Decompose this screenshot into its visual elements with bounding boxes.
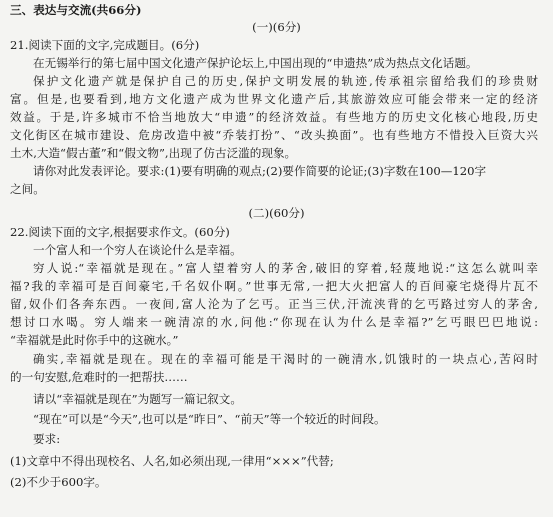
part-two-label: (二)(60分)	[248, 206, 305, 220]
requirements-label: 要求:	[33, 432, 61, 446]
question-21-title: 21.阅读下面的文字,完成题目。(6分)	[10, 38, 200, 52]
story-line: “幸福就是此时你手中的这碗水。”	[10, 333, 179, 347]
passage-line: 富。但是,也要看到,地方文化遗产成为世界文化遗产后,其旅游效应可能会带来一定的经济	[10, 92, 538, 106]
writing-task: 请以“幸福就是现在”为题写一篇记叙文。	[33, 392, 242, 406]
writing-note: “现在”可以是“今天”,也可以是“昨日”、“前天”等一个较近的时间段。	[33, 412, 386, 426]
passage-line: 效益。于是,许多城市不恰当地放大“申遗”的经济效益。有些地方的历史文化核心地段,历史	[10, 110, 538, 124]
story-line: 的一句安慰,危难时的一把帮扶……	[10, 370, 188, 384]
passage-line: 保护文化遗产就是保护自己的历史,保护文明发展的轨迹,传承祖宗留给我们的珍贵财	[33, 74, 538, 88]
passage-line: 在无锡举行的第七届中国文化遗产保护论坛上,中国出现的“申遗热”成为热点文化话题。	[33, 56, 478, 70]
requirement-item: (1)文章中不得出现校名、人名,如必须出现,一律用“×××”代替;	[10, 454, 334, 468]
part-one-label: (一)(6分)	[252, 20, 301, 34]
story-line: 想讨口水喝。穷人端来一碗清凉的水,问他:“你现在认为什么是幸福?”乞丐眼巴巴地说:	[10, 315, 538, 329]
requirement-item: (2)不少于600字。	[10, 475, 107, 489]
story-line: 一个富人和一个穷人在谈论什么是幸福。	[33, 243, 242, 257]
section-heading: 三、表达与交流(共66分)	[10, 3, 142, 17]
story-line: 穷人说:“幸福就是现在。”富人望着穷人的茅舍,破旧的穿着,轻蔑地说:“这怎么就叫幸	[33, 261, 538, 275]
question-22-title: 22.阅读下面的文字,根据要求作文。(60分)	[10, 225, 230, 239]
story-line: 留,奴仆们各奔东西。一夜间,富人沦为了乞丐。正当三伏,汗流浃背的乞丐路过穷人的茅舍,	[10, 297, 538, 311]
passage-line: 文化街区在城市建设、危房改造中被“乔装打扮”、“改头换面”。也有些地方不惜投入巨资大兴	[10, 128, 538, 142]
story-line: 确实,幸福就是现在。现在的幸福可能是干渴时的一碗清水,饥饿时的一块点心,苦闷时	[33, 352, 538, 366]
instruction-line: 请你对此发表评论。要求:(1)要有明确的观点;(2)要作简要的论证;(3)字数在100—120字	[33, 164, 487, 178]
passage-line: 土木,大造“假古董”和“假文物”,出现了仿古泛滥的现象。	[10, 146, 297, 160]
story-line: 福?我的幸福可是百间豪宅,千名奴仆啊。”世事无常,一把大火把富人的百间豪宅烧得片瓦不	[10, 279, 538, 293]
instruction-line: 之间。	[10, 182, 45, 196]
